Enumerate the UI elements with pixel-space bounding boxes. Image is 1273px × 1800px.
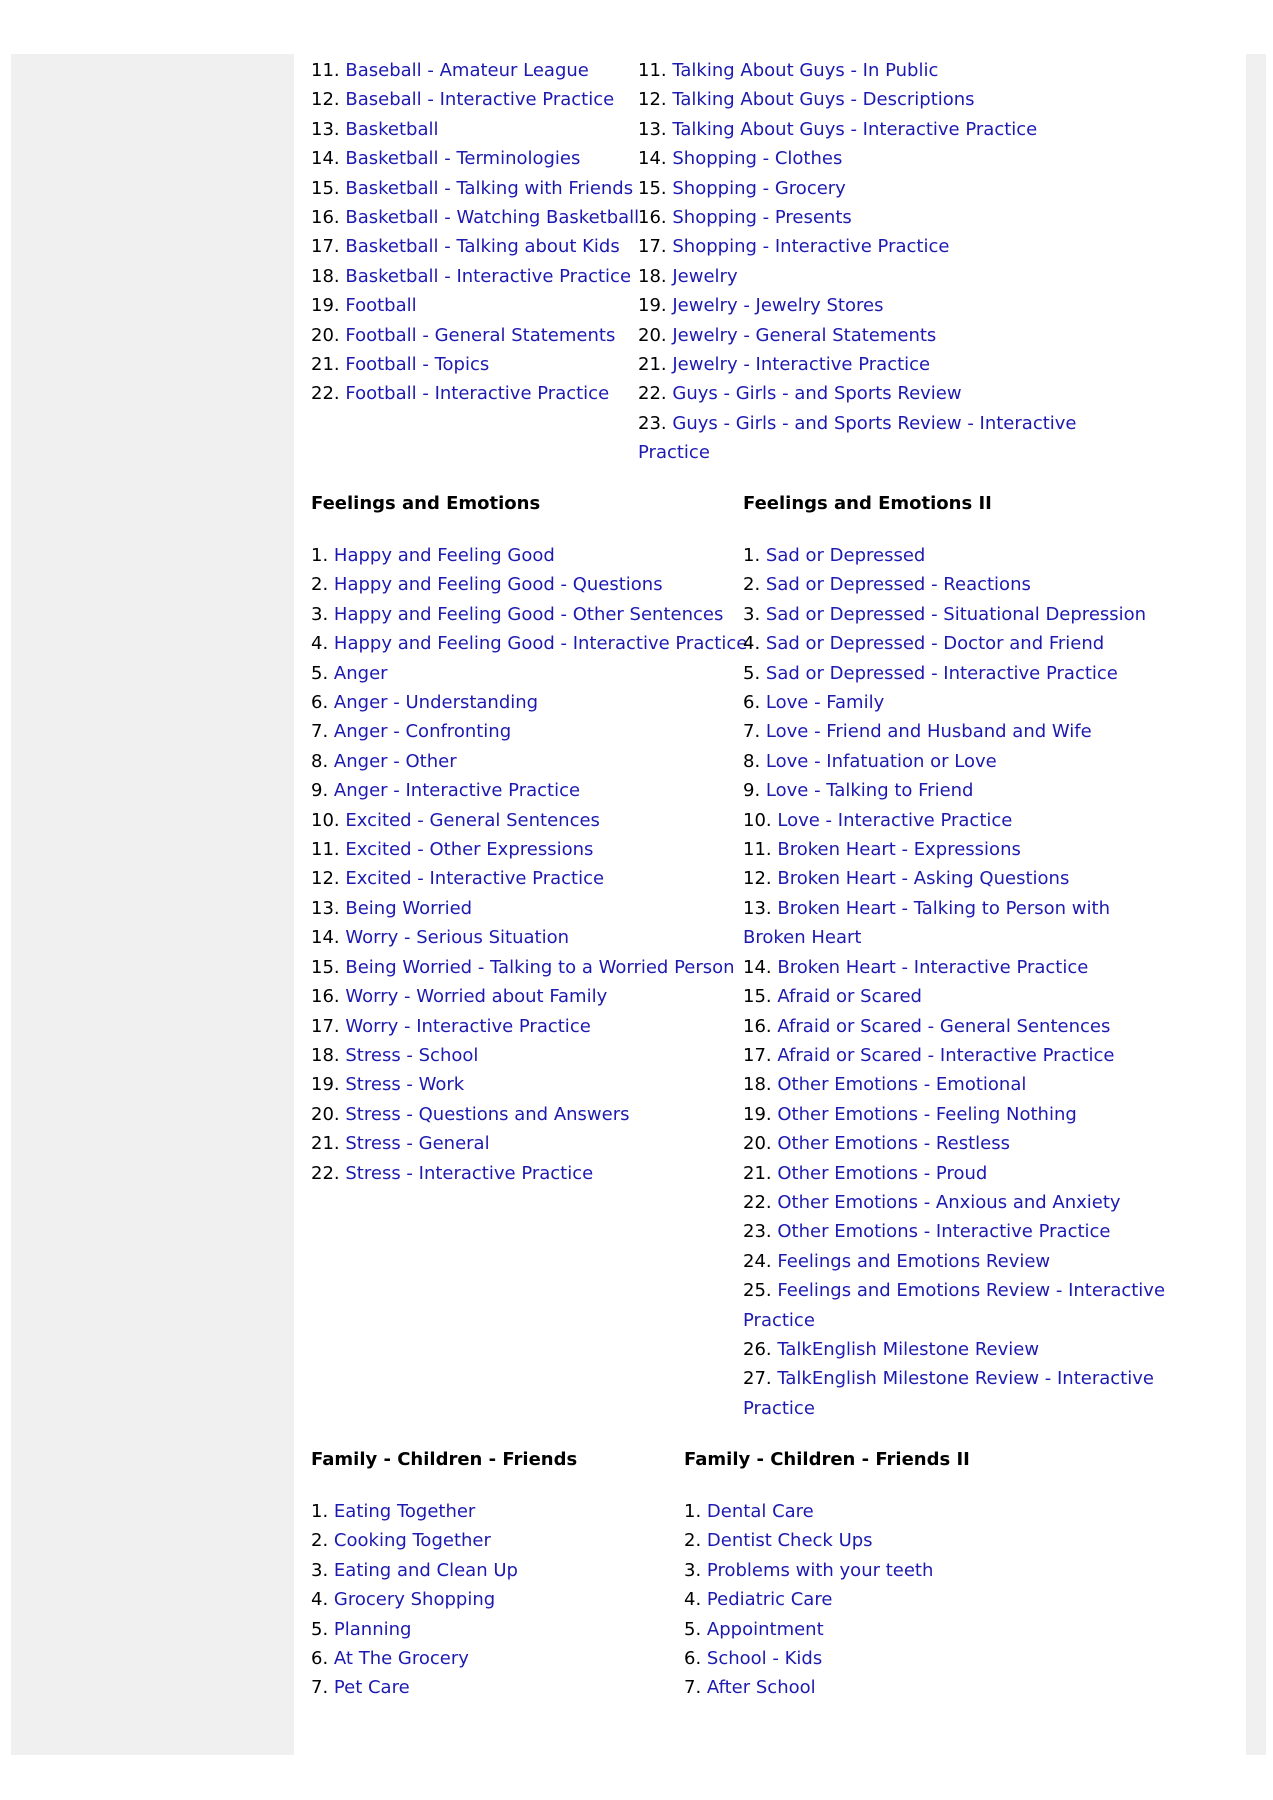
lesson-link[interactable]: School - Kids bbox=[706, 1648, 823, 1670]
lesson-link[interactable]: Pediatric Care bbox=[706, 1589, 833, 1611]
lesson-list-item bbox=[743, 541, 1178, 570]
lesson-link[interactable]: Guys - Girls - and Sports Review - Interactive Practice bbox=[638, 412, 1077, 464]
lesson-list-item bbox=[311, 1159, 741, 1188]
lesson-link[interactable]: Being Worried - Talking to a Worried Person bbox=[345, 956, 735, 978]
lesson-link[interactable]: Baseball - Interactive Practice bbox=[345, 89, 615, 111]
lesson-link[interactable]: Love - Friend and Husband and Wife bbox=[765, 721, 1092, 743]
lesson-link[interactable]: TalkEnglish Milestone Review - Interactive Practice bbox=[743, 1368, 1154, 1419]
lesson-link[interactable]: Anger - Confronting bbox=[333, 721, 512, 743]
lesson-number: 12. bbox=[743, 868, 772, 890]
lesson-link[interactable]: Love - Infatuation or Love bbox=[765, 750, 997, 772]
lesson-number: 1. bbox=[743, 545, 761, 566]
lesson-link[interactable]: Baseball - Amateur League bbox=[345, 60, 589, 81]
lesson-number: 16. bbox=[311, 986, 340, 1008]
lesson-number: 14. bbox=[311, 927, 340, 949]
lesson-link[interactable]: Eating and Clean Up bbox=[333, 1559, 518, 1581]
lesson-list-item bbox=[311, 203, 640, 232]
lesson-number: 13. bbox=[638, 118, 667, 140]
lesson-link[interactable]: Talking About Guys - Descriptions bbox=[672, 89, 975, 111]
lesson-link[interactable]: Worry - Worried about Family bbox=[345, 986, 608, 1008]
lesson-link[interactable]: Worry - Interactive Practice bbox=[345, 1015, 591, 1037]
lesson-list-item bbox=[311, 291, 636, 320]
lesson-link[interactable]: Shopping - Presents bbox=[672, 207, 852, 229]
lesson-number: 11. bbox=[743, 839, 772, 861]
left-sidebar-panel bbox=[11, 54, 294, 1755]
lesson-list-item bbox=[638, 56, 1078, 85]
lesson-number: 15. bbox=[638, 177, 667, 199]
lesson-number: 23. bbox=[638, 412, 667, 434]
lesson-list-item bbox=[743, 1100, 1178, 1129]
lesson-list-item bbox=[743, 953, 1178, 982]
lesson-link[interactable]: After School bbox=[706, 1677, 816, 1699]
family-section bbox=[311, 1445, 671, 1703]
lesson-list-item bbox=[311, 1556, 671, 1585]
lesson-number: 2. bbox=[684, 1530, 702, 1552]
top-left-column bbox=[311, 56, 640, 409]
lesson-number: 8. bbox=[311, 750, 329, 772]
lesson-number: 12. bbox=[311, 89, 340, 111]
lesson-link[interactable]: Stress - General bbox=[345, 1133, 490, 1155]
lesson-number: 13. bbox=[311, 897, 340, 919]
lesson-link[interactable]: Talking About Guys - In Public bbox=[672, 60, 939, 81]
lesson-link[interactable]: Basketball - Interactive Practice bbox=[345, 265, 632, 287]
lesson-number: 9. bbox=[743, 780, 761, 802]
lesson-list-item bbox=[743, 1188, 1178, 1217]
lesson-link[interactable]: Feelings and Emotions Review bbox=[777, 1250, 1051, 1272]
section-title-feelings: Feelings and Emotions bbox=[311, 493, 541, 514]
lesson-number: 26. bbox=[743, 1338, 772, 1360]
lesson-list-item bbox=[743, 1012, 1178, 1041]
lesson-list-item bbox=[311, 541, 741, 570]
lesson-list-item bbox=[311, 1012, 741, 1041]
lesson-list-item bbox=[311, 1615, 671, 1644]
lesson-link[interactable]: Excited - General Sentences bbox=[345, 809, 600, 831]
feelings2-section bbox=[743, 489, 1178, 1423]
lesson-link[interactable]: Jewelry - Jewelry Stores bbox=[672, 295, 884, 317]
lesson-number: 17. bbox=[743, 1044, 772, 1066]
lesson-list-item bbox=[684, 1673, 1084, 1702]
lesson-list-item bbox=[311, 659, 741, 688]
lesson-link[interactable]: Cooking Together bbox=[333, 1530, 491, 1552]
lesson-link[interactable]: Happy and Feeling Good - Other Sentences bbox=[333, 603, 724, 625]
lesson-list-item bbox=[638, 85, 1078, 114]
lesson-list-item bbox=[311, 1526, 671, 1555]
lesson-link[interactable]: Shopping - Grocery bbox=[672, 177, 846, 199]
section-title-family2: Family - Children - Friends II bbox=[684, 1449, 970, 1470]
lesson-link[interactable]: Dentist Check Ups bbox=[706, 1530, 873, 1552]
lesson-link[interactable]: Dental Care bbox=[706, 1501, 814, 1522]
lesson-list-item bbox=[311, 1100, 741, 1129]
lesson-number: 4. bbox=[311, 1589, 329, 1611]
lesson-number: 15. bbox=[743, 986, 772, 1008]
lesson-list-item bbox=[743, 1041, 1178, 1070]
lesson-number: 3. bbox=[311, 603, 329, 625]
lesson-link[interactable]: Happy and Feeling Good - Interactive Practice bbox=[333, 633, 748, 655]
lesson-list-item bbox=[311, 864, 741, 893]
lesson-number: 7. bbox=[311, 1677, 329, 1699]
lesson-number: 6. bbox=[311, 1648, 329, 1670]
lesson-list-item bbox=[311, 321, 636, 350]
lesson-number: 4. bbox=[684, 1589, 702, 1611]
lesson-link[interactable]: Broken Heart - Interactive Practice bbox=[777, 956, 1089, 978]
lesson-number: 5. bbox=[311, 1618, 329, 1640]
lesson-list-item bbox=[684, 1585, 1084, 1614]
lesson-list-item bbox=[638, 144, 1078, 173]
lesson-list-item bbox=[311, 262, 636, 291]
lesson-number: 11. bbox=[311, 839, 340, 861]
lesson-number: 1. bbox=[311, 1501, 329, 1522]
lesson-list-item bbox=[311, 688, 741, 717]
lesson-number: 1. bbox=[684, 1501, 702, 1522]
lesson-list-item bbox=[743, 894, 1178, 953]
lesson-list-item bbox=[311, 232, 636, 261]
lesson-link[interactable]: Love - Family bbox=[765, 692, 885, 714]
lesson-link[interactable]: Anger - Interactive Practice bbox=[333, 780, 581, 802]
lesson-list-item bbox=[311, 1673, 671, 1702]
section-title-family: Family - Children - Friends bbox=[311, 1449, 578, 1470]
lesson-link[interactable]: Anger - Other bbox=[333, 750, 457, 772]
lesson-list-item bbox=[743, 629, 1178, 658]
lesson-number: 1. bbox=[311, 545, 329, 566]
lesson-list-item bbox=[311, 1070, 741, 1099]
lesson-number: 18. bbox=[311, 1044, 340, 1066]
lesson-link[interactable]: Excited - Other Expressions bbox=[345, 839, 594, 861]
lesson-list-item bbox=[311, 953, 741, 982]
lesson-link[interactable]: Being Worried bbox=[345, 897, 473, 919]
lesson-list-item bbox=[638, 174, 1078, 203]
lesson-list-item bbox=[743, 1129, 1178, 1158]
lesson-number: 18. bbox=[311, 265, 340, 287]
lesson-list-item bbox=[743, 776, 1178, 805]
lesson-list-item bbox=[743, 1276, 1178, 1335]
lesson-number: 11. bbox=[638, 60, 667, 81]
lesson-number: 20. bbox=[743, 1133, 772, 1155]
lesson-list-item bbox=[638, 350, 1078, 379]
lesson-number: 7. bbox=[684, 1677, 702, 1699]
lesson-link[interactable]: Basketball - Terminologies bbox=[345, 148, 581, 170]
lesson-list-item bbox=[311, 894, 741, 923]
lesson-number: 22. bbox=[311, 1162, 340, 1184]
lesson-list-item bbox=[311, 1585, 671, 1614]
lesson-list-item bbox=[311, 1129, 741, 1158]
lesson-link[interactable]: TalkEnglish Milestone Review bbox=[777, 1338, 1040, 1360]
lesson-list-item bbox=[743, 600, 1178, 629]
lesson-number: 16. bbox=[638, 207, 667, 229]
lesson-number: 19. bbox=[311, 295, 340, 317]
lesson-list-item bbox=[311, 1644, 671, 1673]
lesson-list-item bbox=[743, 717, 1178, 746]
lesson-list-item bbox=[743, 1070, 1178, 1099]
lesson-number: 24. bbox=[743, 1250, 772, 1272]
lesson-list-item bbox=[311, 600, 741, 629]
lesson-link[interactable]: Afraid or Scared - General Sentences bbox=[777, 1015, 1111, 1037]
lesson-number: 22. bbox=[743, 1191, 772, 1213]
lesson-link[interactable]: Broken Heart - Expressions bbox=[777, 839, 1021, 861]
lesson-list-item bbox=[638, 115, 1078, 144]
lesson-link[interactable]: Appointment bbox=[706, 1618, 824, 1640]
lesson-number: 7. bbox=[743, 721, 761, 743]
lesson-number: 19. bbox=[311, 1074, 340, 1096]
lesson-list-item bbox=[311, 85, 636, 114]
lesson-list-item bbox=[311, 1497, 671, 1526]
lesson-number: 21. bbox=[743, 1162, 772, 1184]
lesson-link[interactable]: Eating Together bbox=[333, 1501, 476, 1522]
lesson-list-item bbox=[311, 56, 636, 85]
lesson-list-item bbox=[743, 835, 1178, 864]
lesson-list-item bbox=[638, 262, 1078, 291]
lesson-list-item bbox=[311, 776, 741, 805]
lesson-number: 3. bbox=[684, 1559, 702, 1581]
lesson-link[interactable]: At The Grocery bbox=[333, 1648, 469, 1670]
lesson-list-item bbox=[684, 1556, 1084, 1585]
lesson-list-item bbox=[311, 835, 741, 864]
lesson-link[interactable]: Basketball - Talking about Kids bbox=[345, 236, 620, 258]
lesson-number: 12. bbox=[638, 89, 667, 111]
lesson-link[interactable]: Stress - Questions and Answers bbox=[345, 1103, 630, 1125]
lesson-list-item bbox=[638, 291, 1078, 320]
family2-section bbox=[684, 1445, 1084, 1703]
lesson-number: 20. bbox=[311, 324, 340, 346]
lesson-number: 25. bbox=[743, 1280, 772, 1302]
lesson-number: 5. bbox=[743, 662, 761, 684]
lesson-list-item bbox=[684, 1497, 1084, 1526]
lesson-number: 13. bbox=[311, 118, 340, 140]
lesson-link[interactable]: Football - Interactive Practice bbox=[345, 383, 610, 405]
lesson-number: 2. bbox=[311, 1530, 329, 1552]
lesson-list-item bbox=[311, 629, 748, 658]
lesson-number: 3. bbox=[743, 603, 761, 625]
lesson-list-item bbox=[743, 1364, 1178, 1423]
lesson-list-item bbox=[684, 1526, 1084, 1555]
lesson-list-item bbox=[743, 1335, 1178, 1364]
lesson-number: 14. bbox=[311, 148, 340, 170]
lesson-link[interactable]: Basketball bbox=[345, 118, 439, 140]
lesson-list-item bbox=[743, 688, 1178, 717]
lesson-number: 22. bbox=[311, 383, 340, 405]
lesson-list-item bbox=[311, 1041, 741, 1070]
lesson-list-item bbox=[743, 570, 1178, 599]
lesson-number: 20. bbox=[311, 1103, 340, 1125]
lesson-number: 6. bbox=[311, 692, 329, 714]
lesson-list-item bbox=[311, 350, 636, 379]
lesson-number: 6. bbox=[684, 1648, 702, 1670]
lesson-link[interactable]: Love - Talking to Friend bbox=[765, 780, 974, 802]
lesson-list-item bbox=[743, 1217, 1178, 1246]
lesson-number: 17. bbox=[311, 236, 340, 258]
lesson-link[interactable]: Feelings and Emotions Review - Interactive Practice bbox=[743, 1280, 1166, 1331]
lesson-number: 5. bbox=[311, 662, 329, 684]
lesson-number: 22. bbox=[638, 383, 667, 405]
lesson-list-item bbox=[684, 1615, 1084, 1644]
lesson-link[interactable]: Anger bbox=[333, 662, 388, 684]
lesson-number: 8. bbox=[743, 750, 761, 772]
lesson-list-item bbox=[638, 379, 1078, 408]
lesson-number: 7. bbox=[311, 721, 329, 743]
lesson-number: 17. bbox=[638, 236, 667, 258]
lesson-number: 19. bbox=[743, 1103, 772, 1125]
lesson-link[interactable]: Stress - School bbox=[345, 1044, 479, 1066]
lesson-number: 9. bbox=[311, 780, 329, 802]
lesson-list-item bbox=[311, 747, 741, 776]
top-right-column bbox=[638, 56, 1078, 468]
lesson-link[interactable]: Football - Topics bbox=[345, 354, 490, 376]
lesson-link[interactable]: Jewelry - General Statements bbox=[672, 324, 937, 346]
lesson-list-item bbox=[311, 806, 741, 835]
lesson-list-item bbox=[311, 115, 636, 144]
section-title-feelings2: Feelings and Emotions II bbox=[743, 493, 992, 514]
lesson-list-item bbox=[311, 570, 741, 599]
lesson-link[interactable]: Basketball - Watching Basketball bbox=[345, 207, 640, 229]
lesson-list-item bbox=[743, 659, 1178, 688]
lesson-link[interactable]: Love - Interactive Practice bbox=[777, 809, 1013, 831]
lesson-link[interactable]: Other Emotions - Emotional bbox=[777, 1074, 1027, 1096]
lesson-list-item bbox=[311, 144, 636, 173]
lesson-list-item bbox=[311, 982, 741, 1011]
lesson-link[interactable]: Sad or Depressed bbox=[765, 545, 926, 566]
lesson-link[interactable]: Problems with your teeth bbox=[706, 1559, 934, 1581]
lesson-number: 14. bbox=[638, 148, 667, 170]
lesson-link[interactable]: Grocery Shopping bbox=[333, 1589, 496, 1611]
lesson-number: 12. bbox=[311, 868, 340, 890]
lesson-link[interactable]: Other Emotions - Anxious and Anxiety bbox=[777, 1191, 1121, 1213]
lesson-number: 19. bbox=[638, 295, 667, 317]
lesson-list-item bbox=[311, 379, 636, 408]
lesson-list-item bbox=[638, 232, 1078, 261]
lesson-number: 3. bbox=[311, 1559, 329, 1581]
lesson-number: 13. bbox=[743, 897, 772, 919]
lesson-number: 6. bbox=[743, 692, 761, 714]
lesson-number: 10. bbox=[311, 809, 340, 831]
lesson-list-item bbox=[311, 174, 636, 203]
lesson-link[interactable]: Happy and Feeling Good bbox=[333, 545, 555, 566]
lesson-link[interactable]: Other Emotions - Proud bbox=[777, 1162, 988, 1184]
lesson-link[interactable]: Shopping - Clothes bbox=[672, 148, 843, 170]
lesson-number: 21. bbox=[311, 354, 340, 376]
lesson-number: 14. bbox=[743, 956, 772, 978]
lesson-link[interactable]: Anger - Understanding bbox=[333, 692, 539, 714]
lesson-list-item bbox=[311, 717, 741, 746]
lesson-number: 15. bbox=[311, 177, 340, 199]
lesson-link[interactable]: Football bbox=[345, 295, 417, 317]
lesson-link[interactable]: Broken Heart - Talking to Person with Broken Heart bbox=[743, 897, 1110, 949]
lesson-link[interactable]: Broken Heart - Asking Questions bbox=[777, 868, 1070, 890]
lesson-link[interactable]: Talking About Guys - Interactive Practice bbox=[672, 118, 1038, 140]
lesson-link[interactable]: Shopping - Interactive Practice bbox=[672, 236, 950, 258]
lesson-number: 17. bbox=[311, 1015, 340, 1037]
lesson-link[interactable]: Sad or Depressed - Situational Depression bbox=[765, 603, 1147, 625]
lesson-list-item bbox=[638, 203, 1078, 232]
lesson-number: 16. bbox=[743, 1015, 772, 1037]
lesson-number: 18. bbox=[638, 265, 667, 287]
lesson-link[interactable]: Jewelry - Interactive Practice bbox=[672, 354, 931, 376]
lesson-link[interactable]: Pet Care bbox=[333, 1677, 410, 1699]
lesson-list-item bbox=[311, 923, 741, 952]
lesson-link[interactable]: Sad or Depressed - Reactions bbox=[765, 574, 1031, 596]
lesson-link[interactable]: Guys - Girls - and Sports Review bbox=[672, 383, 962, 405]
lesson-link[interactable]: Sad or Depressed - Interactive Practice bbox=[765, 662, 1118, 684]
lesson-number: 18. bbox=[743, 1074, 772, 1096]
lesson-number: 27. bbox=[743, 1368, 772, 1390]
lesson-link[interactable]: Worry - Serious Situation bbox=[345, 927, 570, 949]
lesson-link[interactable]: Planning bbox=[333, 1618, 412, 1640]
lesson-number: 11. bbox=[311, 60, 340, 81]
lesson-number: 21. bbox=[311, 1133, 340, 1155]
lesson-list-item bbox=[743, 982, 1178, 1011]
lesson-list-item bbox=[743, 864, 1178, 893]
lesson-list-item bbox=[743, 1159, 1178, 1188]
lesson-list-item bbox=[684, 1644, 1084, 1673]
lesson-number: 23. bbox=[743, 1221, 772, 1243]
lesson-link[interactable]: Stress - Work bbox=[345, 1074, 465, 1096]
lesson-link[interactable]: Afraid or Scared bbox=[777, 986, 922, 1008]
lesson-link[interactable]: Other Emotions - Restless bbox=[777, 1133, 1010, 1155]
right-sidebar-panel bbox=[1246, 54, 1266, 1755]
lesson-list-item bbox=[743, 747, 1178, 776]
lesson-list-item bbox=[638, 409, 1078, 468]
lesson-list-item bbox=[638, 321, 1078, 350]
lesson-link[interactable]: Happy and Feeling Good - Questions bbox=[333, 574, 663, 596]
lesson-number: 15. bbox=[311, 956, 340, 978]
lesson-number: 5. bbox=[684, 1618, 702, 1640]
lesson-number: 4. bbox=[743, 633, 761, 655]
lesson-link[interactable]: Other Emotions - Interactive Practice bbox=[777, 1221, 1111, 1243]
feelings-section bbox=[311, 489, 748, 1188]
lesson-number: 16. bbox=[311, 207, 340, 229]
lesson-number: 20. bbox=[638, 324, 667, 346]
lesson-link[interactable]: Football - General Statements bbox=[345, 324, 616, 346]
lesson-list-item bbox=[743, 806, 1178, 835]
lesson-number: 10. bbox=[743, 809, 772, 831]
lesson-number: 4. bbox=[311, 633, 329, 655]
lesson-link[interactable]: Other Emotions - Feeling Nothing bbox=[777, 1103, 1077, 1125]
lesson-list-item bbox=[743, 1247, 1178, 1276]
lesson-number: 21. bbox=[638, 354, 667, 376]
lesson-number: 2. bbox=[311, 574, 329, 596]
lesson-number: 2. bbox=[743, 574, 761, 596]
lesson-link[interactable]: Afraid or Scared - Interactive Practice bbox=[777, 1044, 1115, 1066]
lesson-link[interactable]: Excited - Interactive Practice bbox=[345, 868, 605, 890]
lesson-link[interactable]: Jewelry bbox=[672, 265, 738, 287]
lesson-link[interactable]: Stress - Interactive Practice bbox=[345, 1162, 594, 1184]
lesson-link[interactable]: Basketball - Talking with Friends bbox=[345, 177, 634, 199]
lesson-link[interactable]: Sad or Depressed - Doctor and Friend bbox=[765, 633, 1105, 655]
